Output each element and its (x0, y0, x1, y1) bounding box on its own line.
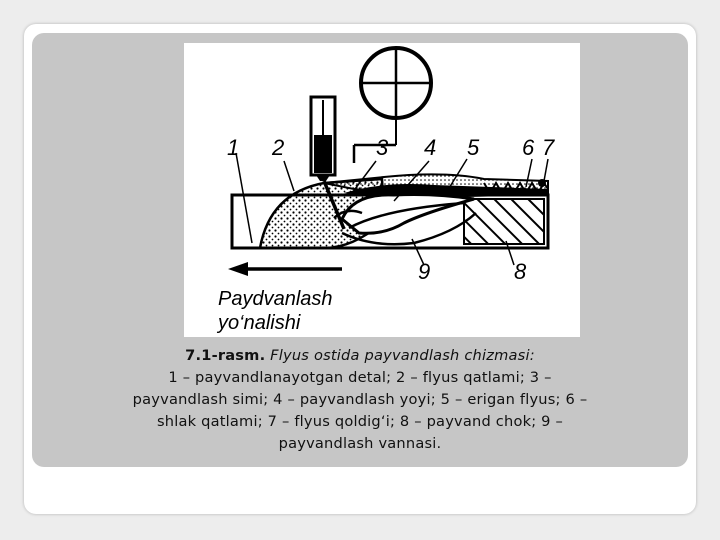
caption-lead: 7.1-rasm. (185, 347, 266, 364)
caption-line-4: payvandlash vannasi. (278, 435, 442, 452)
label-4: 4 (424, 135, 437, 160)
label-6: 6 (522, 135, 535, 160)
label-1: 1 (227, 135, 240, 160)
label-3: 3 (376, 135, 389, 160)
label-8: 8 (514, 259, 527, 284)
direction-label-line2: yo‘nalishi (218, 312, 301, 334)
wire-reel (354, 48, 431, 163)
diagram-svg (184, 43, 580, 337)
caption-heading (48, 345, 672, 367)
caption-line-2: payvandlash simi; 4 – payvandlash yoyi; 5 – erigan flyus; 6 – (132, 391, 588, 408)
flux-hopper (311, 97, 335, 181)
direction-arrow (228, 262, 342, 276)
label-5: 5 (467, 135, 480, 160)
label-7: 7 (542, 135, 555, 160)
caption-title: Flyus ostida payvandlash chizmasi: (270, 347, 535, 364)
figure-caption (48, 345, 672, 455)
label-9: 9 (418, 259, 431, 284)
welding-diagram (184, 43, 580, 337)
caption-line-1: 1 – payvandlanayotgan detal; 2 – flyus qatlami; 3 – (168, 369, 552, 386)
caption-line-3: shlak qatlami; 7 – flyus qoldig‘i; 8 – payvand chok; 9 – (156, 413, 563, 430)
direction-label-line1: Paydvanlash (218, 288, 333, 310)
label-2: 2 (272, 135, 285, 160)
